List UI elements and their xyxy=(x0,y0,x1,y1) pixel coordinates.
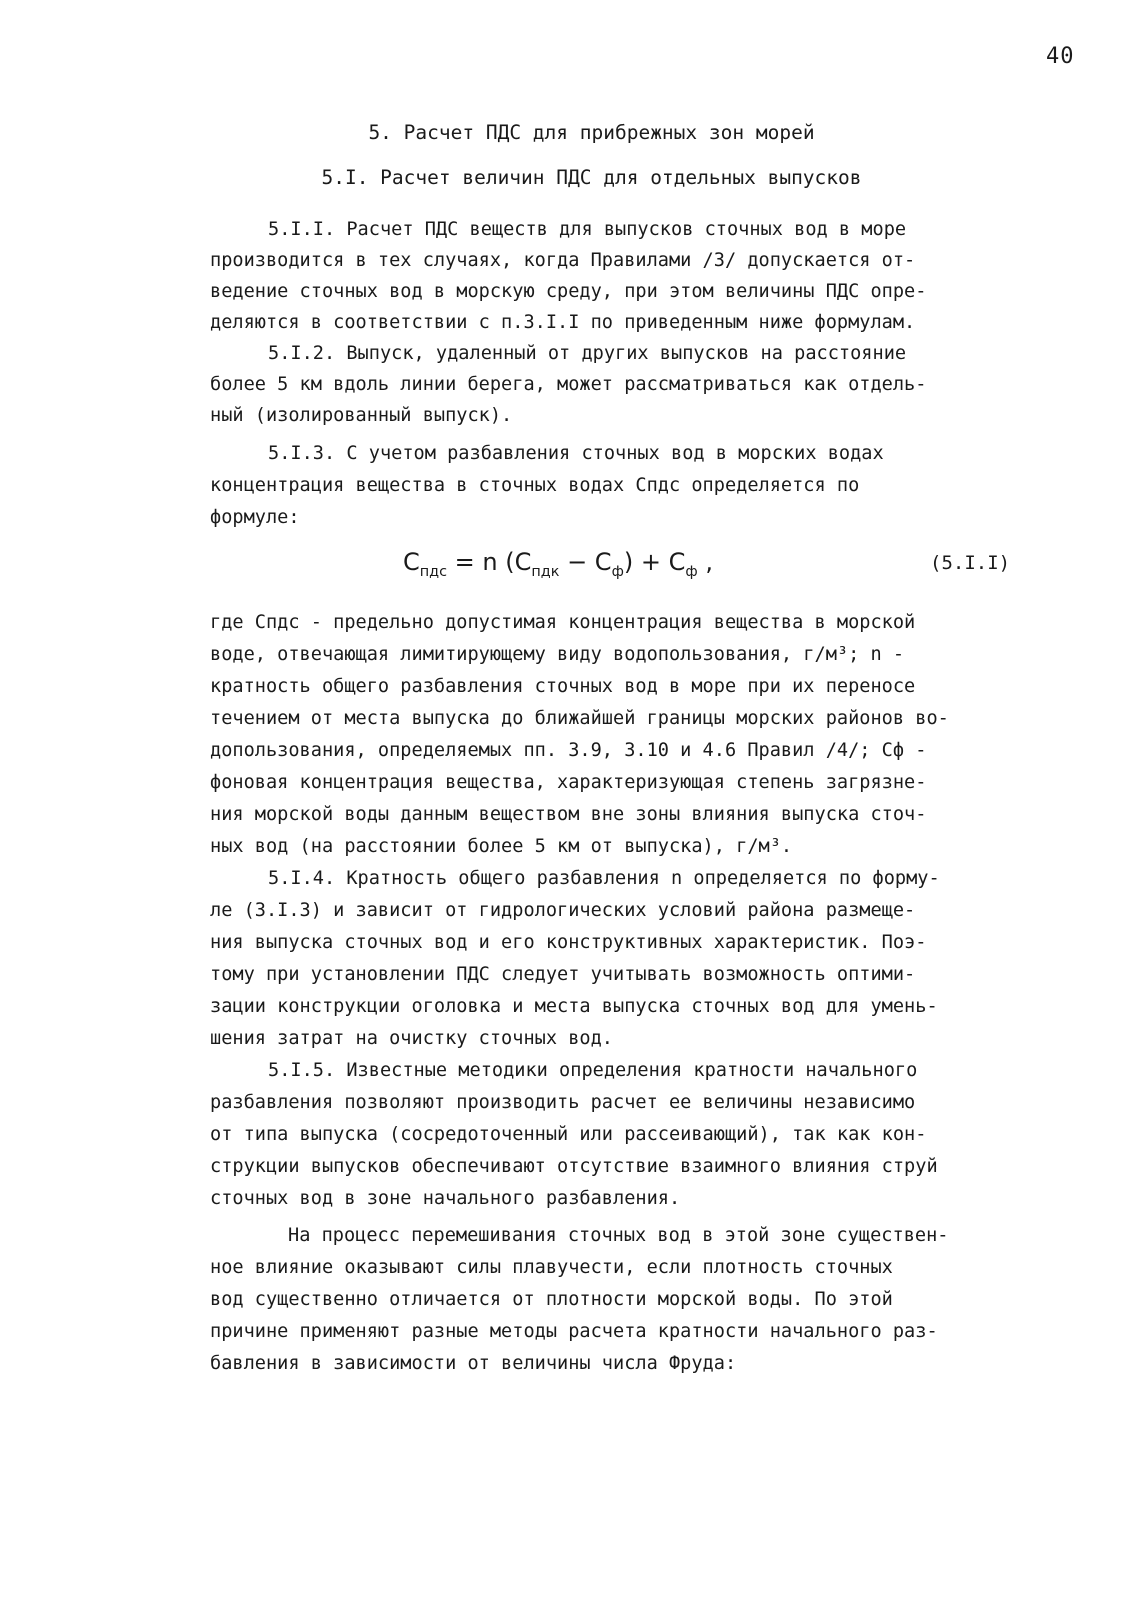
text-line: ное влияние оказывают силы плавучести, если плотность сточных xyxy=(210,1257,893,1278)
subsection-title: 5.I. Расчет величин ПДС для отдельных выпусков xyxy=(321,166,862,189)
equation-number: (5.I.I) xyxy=(930,552,1011,574)
text-line: тому при установлении ПДС следует учитывать возможность оптими- xyxy=(210,964,916,985)
text-line: допользования, определяемых пп. 3.9, 3.10 и 4.6 Правил /4/; Сф - xyxy=(210,740,927,761)
text-line: ния выпуска сточных вод и его конструктивных характеристик. Поэ- xyxy=(210,932,927,953)
text-line: 5.I.3. С учетом разбавления сточных вод в морских водах xyxy=(268,443,884,464)
text-line: На процесс перемешивания сточных вод в этой зоне существен- xyxy=(288,1225,949,1246)
text-line: ле (3.I.3) и зависит от гидрологических условий района размеще- xyxy=(210,900,916,921)
text-line: кратность общего разбавления сточных вод в море при их переносе xyxy=(210,676,916,697)
text-line: 5.I.5. Известные методики определения кратности начального xyxy=(268,1060,918,1081)
text-line: более 5 км вдоль линии берега, может рассматриваться как отдель- xyxy=(210,374,927,395)
formula-plus: ) + C xyxy=(623,548,686,576)
formula-bg-subscript: ф xyxy=(611,563,624,580)
formula-bg-subscript-2: ф xyxy=(685,563,698,580)
text-line: фоновая концентрация вещества, характеризующая степень загрязне- xyxy=(210,772,927,793)
page-number: 40 xyxy=(1046,44,1075,69)
formula-5-1-1 xyxy=(403,548,713,580)
text-line: ния морской воды данным веществом вне зоны влияния выпуска сточ- xyxy=(210,804,927,825)
formula-lhs-subscript: пдс xyxy=(419,563,448,580)
formula-lhs: C xyxy=(403,548,420,576)
text-line: 5.I.4. Кратность общего разбавления n определяется по форму- xyxy=(268,868,940,889)
text-line: разбавления позволяют производить расчет ее величины независимо xyxy=(210,1092,916,1113)
text-line: вод существенно отличается от плотности морской воды. По этой xyxy=(210,1289,893,1310)
text-line: бавления в зависимости от величины числа Фруда: xyxy=(210,1353,737,1374)
text-line: 5.I.2. Выпуск, удаленный от других выпусков на расстояние xyxy=(268,343,907,364)
text-line: где Спдс - предельно допустимая концентрация вещества в морской xyxy=(210,612,916,633)
text-line: деляются в соответствии с п.3.I.I по приведенным ниже формулам. xyxy=(210,312,916,333)
text-line: причине применяют разные методы расчета кратности начального раз- xyxy=(210,1321,938,1342)
text-line: от типа выпуска (сосредоточенный или рассеивающий), так как кон- xyxy=(210,1124,927,1145)
formula-multiplier: = n (C xyxy=(447,548,532,576)
text-line: воде, отвечающая лимитирующему виду водопользования, г/м³; n - xyxy=(210,644,905,665)
section-title: 5. Расчет ПДС для прибрежных зон морей xyxy=(368,121,815,144)
formula-minus: − C xyxy=(559,548,612,576)
text-line: шения затрат на очистку сточных вод. xyxy=(210,1028,613,1049)
text-line: течением от места выпуска до ближайшей границы морских районов во- xyxy=(210,708,949,729)
text-line: формуле: xyxy=(210,507,300,528)
text-line: ный (изолированный выпуск). xyxy=(210,405,513,426)
text-line: зации конструкции оголовка и места выпуска сточных вод для умень- xyxy=(210,996,938,1017)
formula-tail: , xyxy=(697,548,713,576)
text-line: сточных вод в зоне начального разбавления. xyxy=(210,1188,681,1209)
formula-mac-subscript: пдк xyxy=(531,563,560,580)
text-line: концентрация вещества в сточных водах Спдс определяется по xyxy=(210,475,860,496)
text-line: струкции выпусков обеспечивают отсутствие взаимного влияния струй xyxy=(210,1156,938,1177)
text-line: производится в тех случаях, когда Правилами /3/ допускается от- xyxy=(210,250,916,271)
text-line: 5.I.I. Расчет ПДС веществ для выпусков сточных вод в море xyxy=(268,219,907,240)
text-line: ведение сточных вод в морскую среду, при этом величины ПДС опре- xyxy=(210,281,927,302)
text-line: ных вод (на расстоянии более 5 км от выпуска), г/м³. xyxy=(210,836,793,857)
